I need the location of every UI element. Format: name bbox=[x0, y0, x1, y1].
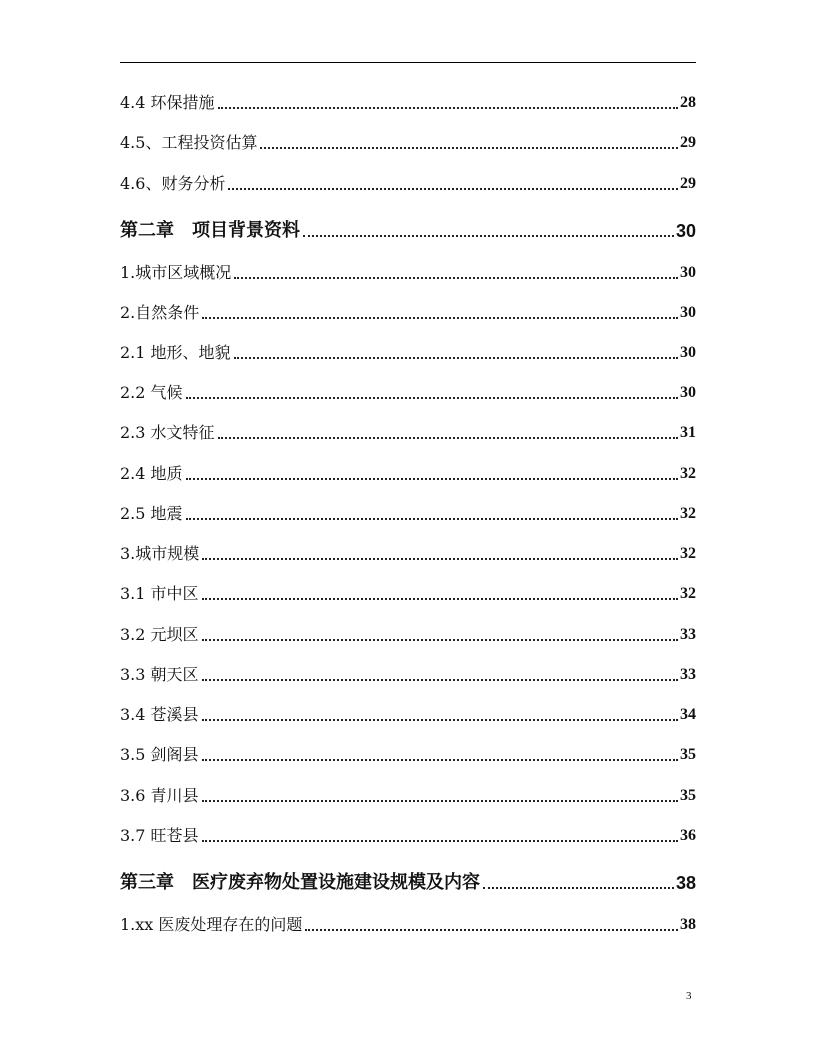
toc-entry-page: 36 bbox=[680, 827, 696, 844]
toc-entry[interactable] bbox=[120, 740, 696, 766]
toc-entry-title: 3.5 剑阁县 bbox=[120, 745, 199, 764]
toc-chapter-page: 38 bbox=[675, 873, 696, 893]
toc-entry-page: 35 bbox=[680, 787, 696, 804]
toc-entry-title: 2.1 地形、地貌 bbox=[120, 343, 231, 362]
toc-entry-title: 1.城市区域概况 bbox=[120, 263, 232, 282]
toc-entry-title: 3.城市规模 bbox=[120, 544, 200, 563]
dot-leader bbox=[186, 478, 678, 480]
toc-entry[interactable] bbox=[120, 128, 696, 154]
toc-entry-title: 2.自然条件 bbox=[120, 303, 200, 322]
page-number: 3 bbox=[686, 990, 692, 1002]
dot-leader bbox=[202, 317, 678, 319]
toc-entry[interactable] bbox=[120, 700, 696, 726]
dot-leader bbox=[483, 887, 674, 889]
dot-leader bbox=[218, 107, 678, 109]
toc-entry-title: 3.3 朝天区 bbox=[120, 665, 199, 684]
toc-entry-page: 35 bbox=[680, 746, 696, 763]
toc-entry-title: 3.1 市中区 bbox=[120, 584, 199, 603]
toc-entry-page: 32 bbox=[680, 545, 696, 562]
toc-entry[interactable] bbox=[120, 539, 696, 565]
toc-entry[interactable] bbox=[120, 298, 696, 324]
toc-entry-page: 32 bbox=[680, 465, 696, 482]
dot-leader bbox=[303, 235, 674, 237]
dot-leader bbox=[228, 188, 678, 190]
toc-entry[interactable] bbox=[120, 378, 696, 404]
toc-entry-page: 30 bbox=[680, 384, 696, 401]
toc-entry-title: 4.6、财务分析 bbox=[120, 174, 226, 193]
toc-entry-page: 28 bbox=[680, 94, 696, 111]
toc-entry-page: 30 bbox=[680, 344, 696, 361]
toc-entry[interactable] bbox=[120, 499, 696, 525]
toc-entry[interactable] bbox=[120, 910, 696, 936]
toc-entry[interactable] bbox=[120, 579, 696, 605]
toc-entry[interactable] bbox=[120, 821, 696, 847]
dot-leader bbox=[202, 759, 678, 761]
dot-leader bbox=[260, 147, 678, 149]
toc-entry-title: 1.xx 医废处理存在的问题 bbox=[120, 915, 303, 934]
dot-leader bbox=[202, 719, 678, 721]
toc-entry[interactable] bbox=[120, 781, 696, 807]
toc-entry-title: 3.2 元坝区 bbox=[120, 625, 199, 644]
toc-entry-page: 34 bbox=[680, 706, 696, 723]
toc-entry-page: 29 bbox=[680, 175, 696, 192]
dot-leader bbox=[234, 357, 678, 359]
toc-entry-title: 2.3 水文特征 bbox=[120, 423, 215, 442]
toc-entry[interactable] bbox=[120, 88, 696, 114]
dot-leader bbox=[186, 397, 678, 399]
toc-entry[interactable] bbox=[120, 418, 696, 444]
toc-entry-page: 32 bbox=[680, 585, 696, 602]
dot-leader bbox=[186, 518, 678, 520]
toc-entry[interactable] bbox=[120, 660, 696, 686]
toc-chapter[interactable] bbox=[120, 868, 696, 894]
toc-entry-title: 2.2 气候 bbox=[120, 383, 183, 402]
toc-chapter-title: 第二章 项目背景资料 bbox=[120, 220, 300, 241]
dot-leader bbox=[202, 679, 678, 681]
toc-chapter-page: 30 bbox=[675, 221, 696, 241]
toc-entry-page: 33 bbox=[680, 626, 696, 643]
header-rule bbox=[120, 62, 696, 63]
toc-entry-page: 30 bbox=[680, 264, 696, 281]
toc-entry-title: 2.5 地震 bbox=[120, 504, 183, 523]
toc-entry-title: 4.4 环保措施 bbox=[120, 93, 215, 112]
toc-entry-title: 3.7 旺苍县 bbox=[120, 826, 199, 845]
toc-entry-page: 30 bbox=[680, 304, 696, 321]
dot-leader bbox=[218, 437, 678, 439]
toc-entry[interactable] bbox=[120, 620, 696, 646]
toc-entry-page: 29 bbox=[680, 134, 696, 151]
dot-leader bbox=[305, 929, 678, 931]
dot-leader bbox=[202, 598, 678, 600]
toc-chapter[interactable] bbox=[120, 216, 696, 242]
toc-entry-page: 38 bbox=[680, 916, 696, 933]
toc-entry[interactable] bbox=[120, 169, 696, 195]
toc-entry[interactable] bbox=[120, 258, 696, 284]
toc-entry-title: 4.5、工程投资估算 bbox=[120, 133, 258, 152]
dot-leader bbox=[234, 277, 678, 279]
toc-entry-page: 33 bbox=[680, 666, 696, 683]
toc-entry-title: 2.4 地质 bbox=[120, 464, 183, 483]
toc-chapter-title: 第三章 医疗废弃物处置设施建设规模及内容 bbox=[120, 872, 480, 893]
dot-leader bbox=[202, 800, 678, 802]
dot-leader bbox=[202, 558, 678, 560]
dot-leader bbox=[202, 840, 678, 842]
dot-leader bbox=[202, 639, 678, 641]
toc-entry[interactable] bbox=[120, 338, 696, 364]
toc-entry-page: 32 bbox=[680, 505, 696, 522]
toc-entry-title: 3.4 苍溪县 bbox=[120, 705, 199, 724]
toc-entry-page: 31 bbox=[680, 424, 696, 441]
toc-entry[interactable] bbox=[120, 459, 696, 485]
toc-entry-title: 3.6 青川县 bbox=[120, 786, 199, 805]
